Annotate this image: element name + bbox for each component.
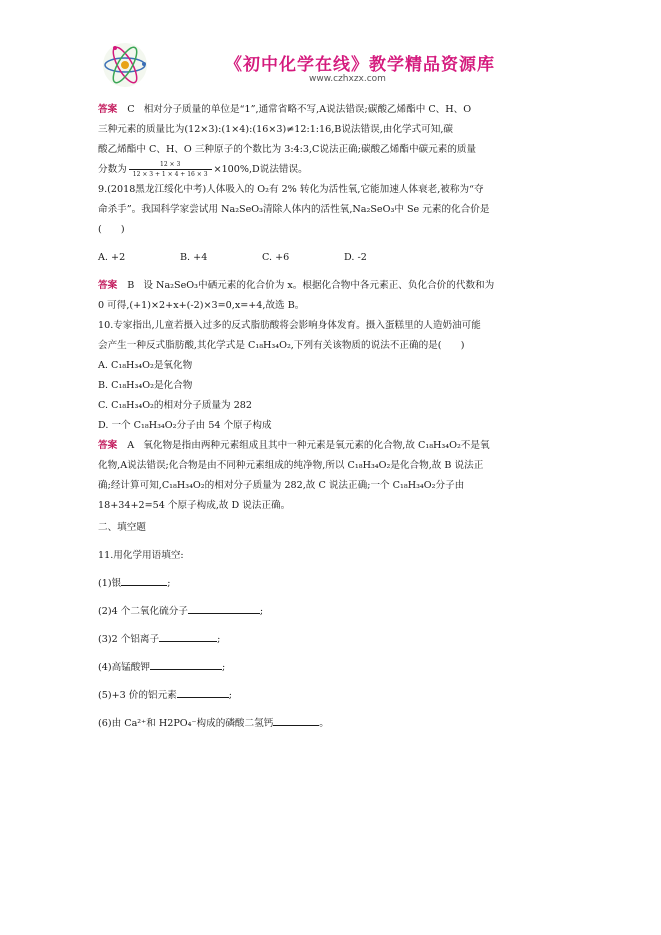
item-tail: ; (217, 634, 221, 645)
section-title: 二、填空题 (98, 522, 146, 533)
answer-text: 相对分子质量的单位是“1”,通常省略不写,A说法错误;碳酸乙烯酯中 C、H、O (143, 104, 472, 115)
page-header (100, 40, 560, 98)
q9-answer-line-1 (98, 276, 568, 296)
item-tail: ; (167, 578, 171, 589)
q11-item-1 (98, 574, 568, 594)
option-c: C. +6 (262, 252, 290, 263)
item-tail: ; (259, 606, 264, 617)
q10-stem-line-1: 10.专家指出,儿童若摄入过多的反式脂肪酸将会影响身体发育。摄入蛋糕里的人造奶油可能 (98, 320, 481, 331)
q10-option-b: B. C₁₈H₃₄O₂是化合物 (98, 380, 193, 391)
q10-answer-line-2: 化物,A说法错误;化合物是由不同种元素组成的纯净物,所以 C₁₈H₃₄O₂是化合物,故 B 说法正 (98, 460, 484, 471)
item-text: (3)2 个铝离子 (98, 634, 160, 645)
q9-options (98, 248, 568, 268)
option-a: A. +2 (98, 252, 126, 263)
q9-stem-line-2: 命杀手”。我国科学家尝试用 Na₂SeO₃清除人体内的活性氧,Na₂SeO₃中 Se 元素的化合价是 (98, 204, 490, 215)
item-text: (2)4 个二氧化硫分子 (98, 606, 188, 617)
item-text: (5)+3 价的铝元素 (98, 690, 177, 701)
answer-label: 答案 (98, 440, 118, 451)
q9-stem-line-1: 9.(2018黑龙江绥化中考)人体吸入的 O₂有 2% 转化为活性氧,它能加速人体衰老,被称为“夺 (98, 184, 484, 195)
answer-text: 氧化物是指由两种元素组成且其中一种元素是氧元素的化合物,故 C₁₈H₃₄O₂不是氧 (143, 440, 490, 451)
q9-stem-line-3: ( ) (98, 224, 125, 235)
answer-letter: A (127, 440, 135, 451)
q8-answer-line-3: 酸乙烯酯中 C、H、O 三种原子的个数比为 3:4:3,C说法正确;碳酸乙烯酯中碳元素的质量 (98, 144, 477, 155)
answer-blank[interactable] (159, 630, 217, 642)
q10-stem-line-2: 会产生一种反式脂肪酸,其化学式是 C₁₈H₃₄O₂,下列有关该物质的说法不正确的是( ) (98, 340, 465, 351)
q10-answer-line-3: 确;经计算可知,C₁₈H₃₄O₂的相对分子质量为 282,故 C 说法正确;一个 C₁₈H₃₄O₂分子由 (98, 480, 465, 491)
answer-blank[interactable] (150, 658, 222, 670)
q10-option-d: D. 一个 C₁₈H₃₄O₂分子由 54 个原子构成 (98, 420, 272, 431)
answer-letter: C (127, 104, 135, 115)
item-text: (1)银 (98, 578, 122, 589)
item-text: (6)由 Ca²⁺和 H2PO₄⁻构成的磷酸二氢钙 (98, 718, 274, 729)
answer-label: 答案 (98, 280, 118, 291)
item-tail: 。 (319, 718, 329, 729)
q11-stem: 11.用化学用语填空: (98, 550, 184, 561)
item-tail: ; (228, 690, 232, 701)
answer-label: 答案 (98, 104, 118, 115)
answer-blank[interactable] (177, 686, 229, 698)
q10-option-c: C. C₁₈H₃₄O₂的相对分子质量为 282 (98, 400, 253, 411)
q10-answer-line-1 (98, 436, 568, 456)
q10-answer-line-4: 18+34+2=54 个原子构成,故 D 说法正确。 (98, 500, 291, 511)
answer-text: ×100%,D说法错误。 (213, 164, 308, 175)
fraction-denominator: 12 × 3 + 1 × 4 + 16 × 3 (132, 171, 208, 178)
option-d: D. -2 (344, 252, 367, 263)
q10-option-a: A. C₁₈H₃₄O₂是氧化物 (98, 360, 193, 371)
document-body (98, 100, 568, 734)
q11-item-4 (98, 658, 568, 678)
q11-item-5 (98, 686, 568, 706)
answer-blank[interactable] (121, 574, 167, 586)
q8-answer-line-1 (98, 100, 568, 120)
item-tail: ; (221, 662, 226, 673)
mass-fraction (129, 160, 212, 179)
answer-blank[interactable] (273, 714, 319, 726)
answer-letter: B (127, 280, 135, 291)
banner-url: www.czhxzx.com (309, 74, 386, 84)
answer-blank[interactable] (188, 602, 260, 614)
q9-answer-line-2: 0 可得,(+1)×2+x+(-2)×3=0,x=+4,故选 B。 (98, 300, 305, 311)
q11-item-3 (98, 630, 568, 650)
q11-item-6 (98, 714, 568, 734)
atom-logo-icon (100, 40, 150, 90)
banner-title: 《初中化学在线》教学精品资源库 (225, 55, 495, 75)
fraction-numerator: 12 × 3 (129, 160, 212, 170)
q8-answer-line-4 (98, 160, 568, 180)
item-text: (4)高锰酸钾 (98, 662, 150, 673)
q8-answer-line-2: 三种元素的质量比为(12×3):(1×4):(16×3)≠12:1:16,B说法错误,由化学式可知,碳 (98, 124, 453, 135)
answer-text: 设 Na₂SeO₃中硒元素的化合价为 x。根据化合物中各元素正、负化合价的代数和为 (143, 280, 495, 291)
option-b: B. +4 (180, 252, 208, 263)
answer-text: 分数为 (98, 164, 127, 175)
q11-item-2 (98, 602, 568, 622)
